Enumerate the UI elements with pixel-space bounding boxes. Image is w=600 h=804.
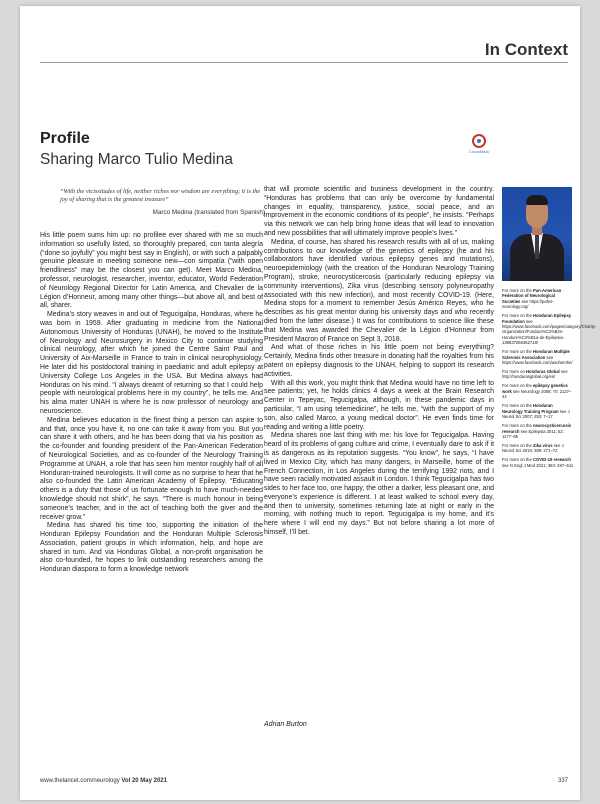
sidebar-references (502, 288, 597, 472)
paragraph: His little poem sums him up: no profilee ever shared with me so much information so usefully listed, so thoroughly prepared, con tanta alegría (“done so joyfully” you might best say in English), or with such a palpably genuine pleasure in meeting someone new—con simpatía (“with open friendliness” may be the closest you can get). Meet Marco Medina, professor, neurologist, researcher, inventor, educator, World Federation of Neurology Regional Director for Latin America, and Chevalier de la Légion d’Honneur, among many other things—but above all, and best of all, sharer. (40, 232, 263, 310)
text-column-2 (264, 186, 494, 538)
crossmark-badge[interactable] (468, 134, 490, 154)
reference-link[interactable]: see N Engl J Med 2021; 384: 497–511 (502, 462, 574, 468)
epigraph-attribution: Marco Medina (translated from Spanish) (152, 209, 265, 216)
header-rule (40, 62, 568, 63)
paragraph: And what of those riches in his little poem not being everything? Certainly, Medina finds other treasure in donating half the royalties from his patent on epilepsy diagnosis to the UNAH, helping to support its research activities. (264, 344, 494, 378)
paragraph: Medina has shared his time too, supporting the initiation of the Honduran Epilepsy Foundation and the Honduran Multiple Sclerosis Association, patient groups in which information, help, and hope are shared in turn. And via Honduras Global, a non-profit organisation he also co-founded, he hopes to link outstanding researchers among the Honduran diaspora to form a knowledge network (40, 522, 263, 574)
paragraph: that will promote scientific and business development in the country. “Honduras has problems that can only be overcome by fundamental changes in equality, transparency, justice, social peace, and an improvement in the economic conditions of its people”, he insists. “Perhaps via this network we can help bring home ideas that will lead to innovation and new possibilities that will ultimately improve people’s lives.” (264, 186, 494, 237)
sidebar-item: For more on the Honduran Multiple Sclerosis Association see https://www.facebook.com/asohemhn/ (502, 349, 573, 366)
reference-link[interactable]: see Epilepsia 2011; 52: 1177–85 (502, 428, 564, 439)
article-title: Sharing Marco Tulio Medina (40, 151, 233, 168)
reference-link[interactable]: see http://hondurasglobal.org/en/ (502, 369, 568, 380)
footer-citation (40, 778, 167, 784)
reference-link[interactable]: see https://www.facebook.com/asohemhn/ (502, 354, 573, 366)
reference-link[interactable]: see Neurology 2008; 70: 2137–44 (502, 388, 572, 400)
journal-url[interactable]: www.thelancet.com/neurology (40, 778, 120, 784)
epigraph-quote: “With the vicissitudes of life, neither riches nor wisdom are everything; it is the joy of sharing that is the greatest treasure” (60, 188, 261, 203)
sidebar-item: For more on the Honduran Neurology Training Program see J Neurol Sci 2007; 253: 7–17 (502, 403, 570, 420)
paragraph: With all this work, you might think that Medina would have no time left to see patients; yet, he holds clinics 4 days a week at the Brain Research Center in Tepeyac, Tegucigalpa, although, in these pandemic days in particular, “I am using telemedicine”, he tells me, “with the support of my son, also called Marco, a young medical doctor”. He even finds time for reading and writing a little poetry. (264, 379, 494, 431)
paragraph: Medina, of course, has shared his research results with all of us, making contributions to our knowledge of the genetics of epilepsy (he and his collaborators have identified various epilepsy genes and mutations), neuroepidemiology (with the creation of the Honduran Neurology Training Program), stroke, neurocysticercosis (particularly reducing epilepsy via community interventions), Zika virus (describing sensory polyneuropathy associated with this new infection), and most recently COVID-19. (Here, Medina stops for a moment to remember Jesús Américo Reyes, who he describes as his great mentor during his university days and who recently died from the latter disease.) It was for contributions to science like these that Medina was awarded the Chevalier de la Légion d’Honneur from President Macron of France on Sept 3, 2018. (264, 238, 494, 343)
crossmark-label: CrossMark (468, 149, 490, 154)
sidebar-item: For more on Honduras Global see http://hondurasglobal.org/en/ (502, 369, 568, 380)
journal-page (20, 6, 597, 800)
profile-photo (502, 187, 572, 281)
article-kicker: Profile (40, 130, 90, 147)
paragraph: Medina believes education is the finest thing a person can aspire to and that, once you have it, no one can take it away from you. But you can share it with others, and he has been doing that via his position as the co-founder and founding president of the Pan-American Federation of Neurological Societies, and as co-founder of the Neurology Training Programme at UNAH, a role that has seen him mentor roughly half of all Honduran-trained neurologists. It will come as no surprise to hear that he also co-founded the Latin American Academy of Epilepsy. “Educating others is a duty that those of us fortunate enough to have much-needed knowledge should not shirk”, he says. “There is much honour in being someone’s teacher, and in the act of teaching both the giver and the receiver grow.” (40, 416, 263, 521)
journal-date: May 2021 (140, 778, 167, 784)
reference-link[interactable]: see J Neurol Sci 2016; 369: 271–72 (502, 442, 564, 454)
paragraph: Medina shares one last thing with me: his love for Tegucigalpa. Having heard of its problems of gang culture and crime, I eventually dare to ask if it is as dangerous as its reputation suggests. “You know”, he says, “I have lived in Mexico City, which has many dangers, in Marseille, home of the French Connection, in Los Angeles during the terrifying 1992 riots, and I have seen racially motivated assault in London. I think Tegucigalpa has two sides to her face too, one happy, the other a darker, less pleasant one, and everyone’s experience is different. I at least walked to school every day, and then to university, sometimes returning late at night or early in the morning, with nothing much to report. Tegucigalpa is my home, and it’s here where I will end my days.” But not before sharing a lot more of himself, I’ll bet. (264, 432, 494, 537)
sidebar-item: For more on the Honduran Epilepsy Foundation see https://www.facebook.com/pages/category/Charity-Organization/Fundaci%C3%B3n-Hondure%C3%B1a-de-Epilepsia-139837066362718/ (502, 313, 597, 346)
reference-link[interactable]: see https://www.facebook.com/pages/category/Charity-Organization/Fundaci%C3%B3n-Hondure%C3%B1a-de-Epilepsia-139837066362718/ (502, 318, 597, 346)
journal-volume: Vol 20 (121, 778, 139, 784)
author-byline: Adrian Burton (264, 721, 307, 728)
crossmark-icon (472, 134, 486, 148)
sidebar-item: For more on the epilepsy genetics work see Neurology 2008; 70: 2137–44 (502, 383, 572, 400)
sidebar-item: For more on the neurocysticercosis research see Epilepsia 2011; 52: 1177–85 (502, 423, 572, 439)
paragraph: Medina’s story weaves in and out of Tegucigalpa, Honduras, where he was born in 1959. After graduating in medicine from the National Autonomous University of Honduras (UNAH), he moved to the Institute of Neurology and Neurosurgery in Mexico City to continue studying clinical neurology, after which he joined the Centre Saint Paul and University of Aix-Marseille in France to train in clinical neurophysiology. He later did his postdoctoral training in paediatric and adult epilepsy at University College Los Angeles in the USA. But Medina always had Honduras on his mind. “I always dreamt of returning so that I could help people with neurological problems here in my country”, he tells me. And his alma mater UNAH is where he is now professor of neurology and neuroscience. (40, 311, 263, 415)
text-column-1 (40, 232, 263, 575)
sidebar-item: For more on the Pan-American Federation of Neurological Societies see https://pafns-neurology.org/ (502, 288, 562, 310)
page-footer (40, 778, 568, 784)
sidebar-item: For more on the COVID-19 research see N Engl J Med 2021; 384: 497–511 (502, 457, 574, 468)
section-label: In Context (484, 40, 568, 59)
page-number: 337 (557, 778, 568, 784)
sidebar-item: For more on the Zika virus see J Neurol Sci 2016; 369: 271–72 (502, 442, 564, 454)
reference-link[interactable]: see https://pafns-neurology.org/ (502, 298, 554, 310)
reference-link[interactable]: see J Neurol Sci 2007; 253: 7–17 (502, 408, 570, 420)
